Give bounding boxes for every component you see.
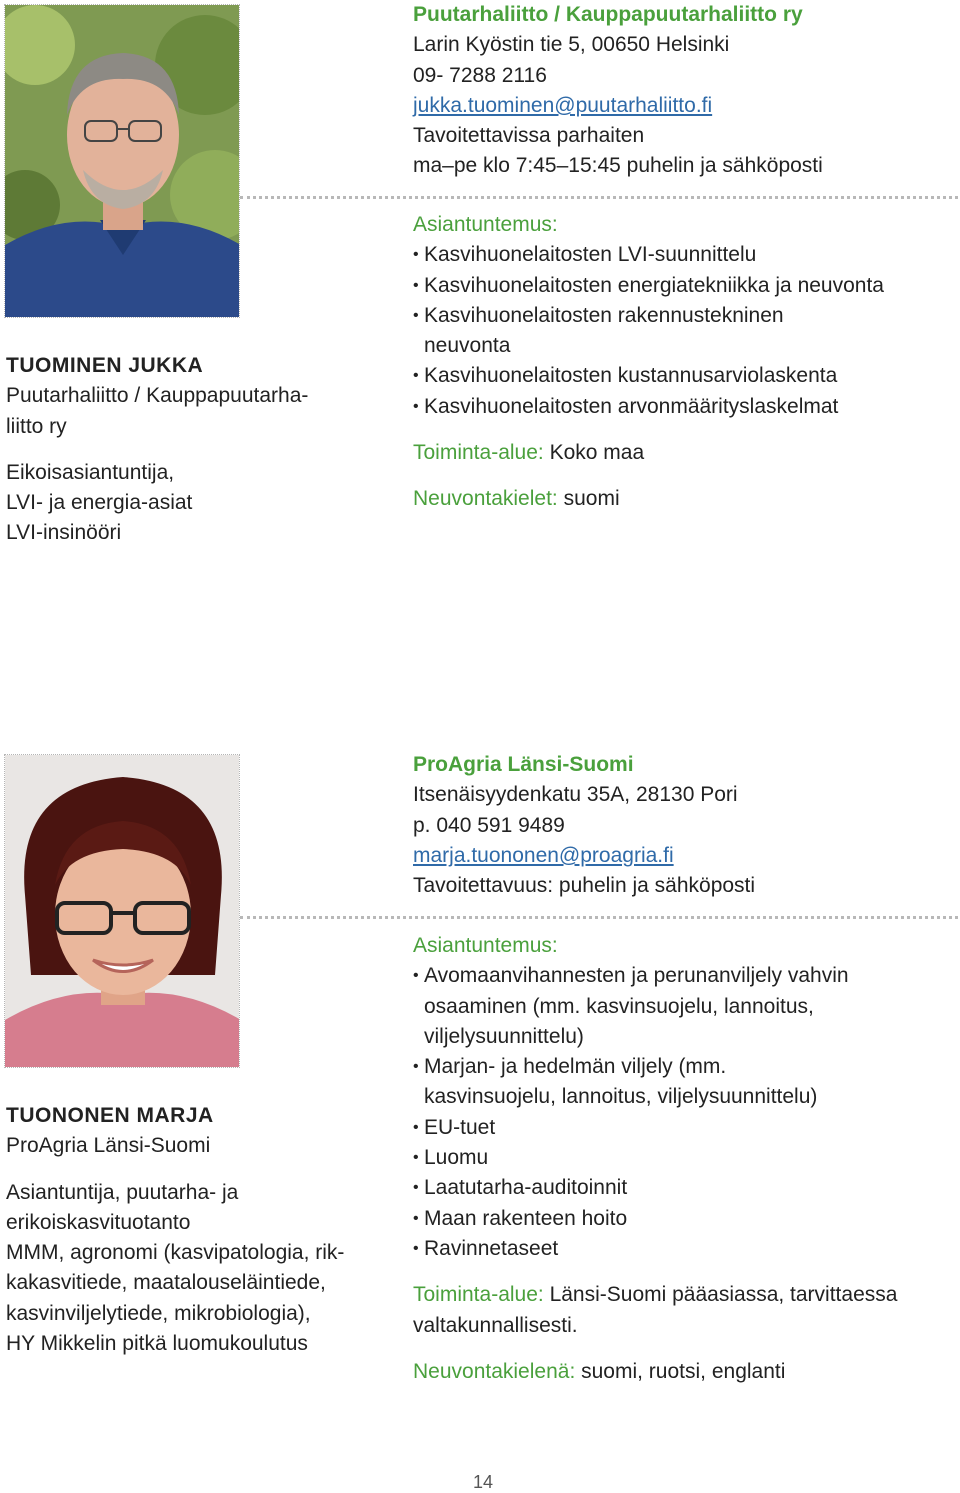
person1-lang-value: suomi [563, 487, 620, 511]
person1-reach-line: Tavoitettavissa parhaiten [413, 124, 645, 148]
person2-summary [6, 1101, 386, 1359]
person1-name: TUOMINEN JUKKA [6, 354, 204, 377]
person2-role-line: kasvinviljelytiede, mikrobiologia), [6, 1301, 311, 1325]
list-item: • Ravinnetaseet [413, 1234, 953, 1264]
list-item: • Luomu [413, 1143, 953, 1173]
person1-summary [6, 351, 386, 549]
person1-role-line: Eikoisasiantuntija, [6, 460, 175, 484]
person2-expertise-list [413, 961, 953, 1264]
portrait-photo-tuononen [4, 754, 240, 1068]
person2-address: Itsenäisyydenkatu 35A, 28130 Pori [413, 783, 738, 807]
person1-contact [413, 0, 953, 182]
list-item: • Laatutarha-auditoinnit [413, 1173, 953, 1203]
person2-org: ProAgria Länsi-Suomi [6, 1134, 211, 1158]
person1-area-label: Toiminta-alue: [413, 441, 544, 465]
person2-details [413, 931, 953, 1387]
person2-lang-value: suomi, ruotsi, englanti [581, 1359, 786, 1383]
person2-area-label: Toiminta-alue: [413, 1283, 544, 1307]
person1-expertise-label: Asiantuntemus: [413, 213, 558, 236]
person2-role-line: erikoiskasvituotanto [6, 1210, 191, 1234]
list-item: • Kasvihuonelaitosten rakennustekninen neuvonta [413, 301, 844, 362]
list-item: • Kasvihuonelaitosten kustannusarviolaskenta [413, 361, 953, 391]
person2-contact [413, 750, 953, 901]
person1-area [413, 438, 953, 468]
dotted-divider [240, 916, 958, 919]
person2-area-value: Länsi-Suomi pääasiassa, tarvittaessa valtakunnallisesti. [413, 1283, 898, 1337]
person2-phone: p. 040 591 9489 [413, 813, 565, 837]
person1-languages [413, 484, 953, 514]
person1-expertise-list [413, 240, 953, 422]
person2-name: TUONONEN MARJA [6, 1104, 214, 1127]
dotted-divider [240, 196, 958, 199]
person1-org-line: liitto ry [6, 414, 67, 438]
list-item: • Kasvihuonelaitosten LVI-suunnittelu [413, 240, 953, 270]
list-item: • Avomaanvihannesten ja perunanviljely vahvin osaaminen (mm. kasvinsuojelu, lannoitus, viljelysuunnittelu) [413, 961, 914, 1052]
person1-contact-org: Puutarhaliitto / Kauppapuutarhaliitto ry [413, 3, 803, 26]
person1-role-line: LVI-insinööri [6, 521, 122, 545]
list-item: • EU-tuet [413, 1113, 953, 1143]
person1-address: Larin Kyöstin tie 5, 00650 Helsinki [413, 33, 730, 57]
list-item: • Kasvihuonelaitosten energiatekniikka ja neuvonta [413, 271, 953, 301]
person1-phone: 09- 7288 2116 [413, 63, 547, 87]
person2-role-line: Asiantuntija, puutarha- ja [6, 1180, 239, 1204]
person1-email-link[interactable]: jukka.tuominen@puutarhaliitto.fi [413, 93, 713, 117]
portrait-photo-tuominen [4, 4, 240, 318]
person1-reach-line: ma–pe klo 7:45–15:45 puhelin ja sähköposti [413, 154, 823, 178]
spacer [6, 442, 386, 458]
page-number: 14 [472, 1472, 494, 1492]
list-item: • Marjan- ja hedelmän viljely (mm. kasvinsuojelu, lannoitus, viljelysuunnittelu) [413, 1052, 844, 1113]
person2-email-link[interactable]: marja.tuononen@proagria.fi [413, 843, 674, 867]
spacer [6, 1162, 386, 1178]
person2-reach: Tavoitettavuus: puhelin ja sähköposti [413, 874, 756, 898]
person2-lang-label: Neuvontakielenä: [413, 1359, 576, 1383]
person1-org-line: Puutarhaliitto / Kauppapuutarha- [6, 384, 309, 408]
person1-role-line: LVI- ja energia-asiat [6, 491, 193, 515]
person2-role-line: HY Mikkelin pitkä luomukoulutus [6, 1332, 308, 1356]
list-item: • Kasvihuonelaitosten arvonmäärityslaskelmat [413, 392, 953, 422]
person2-contact-org: ProAgria Länsi-Suomi [413, 753, 634, 776]
person1-details [413, 210, 953, 515]
person2-area [413, 1280, 953, 1341]
person2-languages [413, 1357, 953, 1387]
list-item: • Maan rakenteen hoito [413, 1204, 953, 1234]
person2-role-line: MMM, agronomi (kasvipatologia, rik- [6, 1241, 345, 1265]
person1-lang-label: Neuvontakielet: [413, 487, 558, 511]
person2-expertise-label: Asiantuntemus: [413, 934, 558, 957]
person2-role-line: kakasvitiede, maatalouseläintiede, [6, 1271, 326, 1295]
person1-area-value: Koko maa [549, 441, 645, 465]
